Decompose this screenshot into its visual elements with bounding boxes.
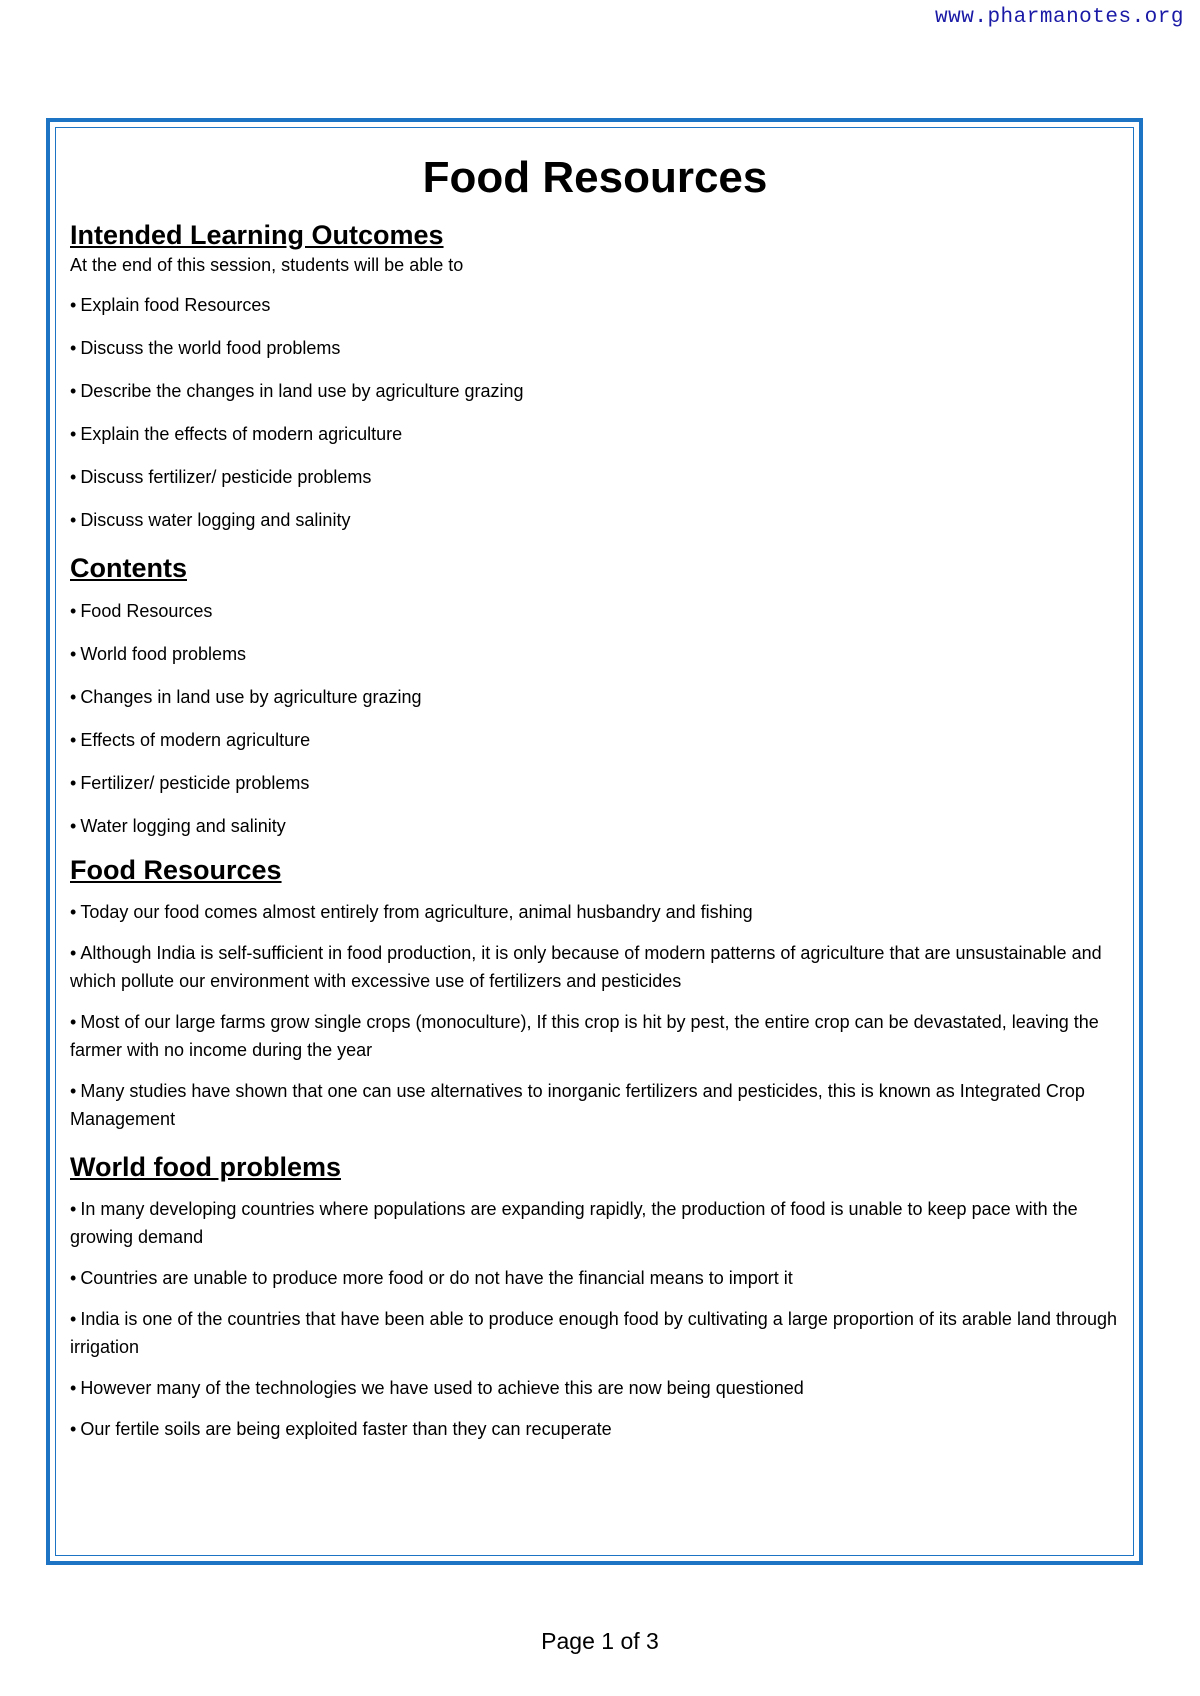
- ilo-intro: At the end of this session, students will be able to: [70, 255, 464, 276]
- bullet-icon: •: [70, 1378, 77, 1399]
- list-item: • Discuss water logging and salinity: [70, 510, 351, 531]
- list-item: • In many developing countries where populations are expanding rapidly, the production of food is unable to keep pace with the growing demand: [70, 1199, 1078, 1248]
- bullet-icon: •: [70, 772, 77, 793]
- section-heading-world-food-problems: World food problems: [70, 1151, 341, 1182]
- list-item: • Fertilizer/ pesticide problems: [70, 772, 310, 793]
- bullet-icon: •: [70, 1268, 77, 1289]
- section-heading-food-resources: Food Resources: [70, 854, 282, 885]
- bullet-icon: •: [70, 467, 77, 488]
- food-resources-list: [70, 898, 1130, 1133]
- bullet-icon: •: [70, 1011, 77, 1032]
- list-item: • Describe the changes in land use by agriculture grazing: [70, 381, 524, 402]
- bullet-icon: •: [70, 1080, 77, 1101]
- list-item: • However many of the technologies we have used to achieve this are now being questioned: [70, 1378, 804, 1399]
- bullet-icon: •: [70, 1199, 77, 1220]
- list-item: • Water logging and salinity: [70, 815, 286, 836]
- section-heading-contents: Contents: [70, 553, 187, 584]
- bullet-icon: •: [70, 424, 77, 445]
- list-item: • Discuss the world food problems: [70, 338, 341, 359]
- list-item: • Explain food Resources: [70, 295, 271, 316]
- document-body: [70, 118, 1130, 1443]
- bullet-icon: •: [70, 729, 77, 750]
- page-number: Page 1 of 3: [541, 1628, 659, 1654]
- list-item: • Countries are unable to produce more food or do not have the financial means to import it: [70, 1268, 793, 1289]
- bullet-icon: •: [70, 1419, 77, 1440]
- bullet-icon: •: [70, 600, 77, 621]
- bullet-icon: •: [70, 942, 77, 963]
- ilo-list: [70, 291, 1130, 534]
- world-food-problems-list: [70, 1195, 1130, 1443]
- list-item: • Today our food comes almost entirely from agriculture, animal husbandry and fishing: [70, 901, 753, 922]
- section-heading-ilo: Intended Learning Outcomes: [70, 219, 444, 250]
- bullet-icon: •: [70, 381, 77, 402]
- contents-list: [70, 597, 1130, 840]
- list-item: • Effects of modern agriculture: [70, 729, 311, 750]
- list-item: • India is one of the countries that have been able to produce enough food by cultivating a large proportion of its arable land through irrigation: [70, 1309, 1118, 1358]
- list-item: • Our fertile soils are being exploited faster than they can recuperate: [70, 1419, 612, 1440]
- bullet-icon: •: [70, 1309, 77, 1330]
- site-url[interactable]: www.pharmanotes.org: [935, 6, 1184, 29]
- bullet-icon: •: [70, 338, 77, 359]
- bullet-icon: •: [70, 295, 77, 316]
- list-item: • Food Resources: [70, 600, 213, 621]
- bullet-icon: •: [70, 686, 77, 707]
- bullet-icon: •: [70, 901, 77, 922]
- list-item: • Discuss fertilizer/ pesticide problems: [70, 467, 372, 488]
- bullet-icon: •: [70, 815, 77, 836]
- list-item: • Changes in land use by agriculture grazing: [70, 686, 422, 707]
- list-item: • Most of our large farms grow single crops (monoculture), If this crop is hit by pest, the entire crop can be devastated, leaving the farmer with no income during the year: [70, 1011, 1099, 1060]
- list-item: • World food problems: [70, 643, 247, 664]
- document-title: Food Resources: [422, 153, 768, 202]
- list-item: • Explain the effects of modern agriculture: [70, 424, 403, 445]
- bullet-icon: •: [70, 643, 77, 664]
- bullet-icon: •: [70, 510, 77, 531]
- list-item: • Many studies have shown that one can use alternatives to inorganic fertilizers and pesticides, this is known as Integrated Crop Management: [70, 1080, 1085, 1129]
- list-item: • Although India is self-sufficient in food production, it is only because of modern patterns of agriculture that are unsustainable and which pollute our environment with excessive use of fertilizers and pesticides: [70, 942, 1102, 991]
